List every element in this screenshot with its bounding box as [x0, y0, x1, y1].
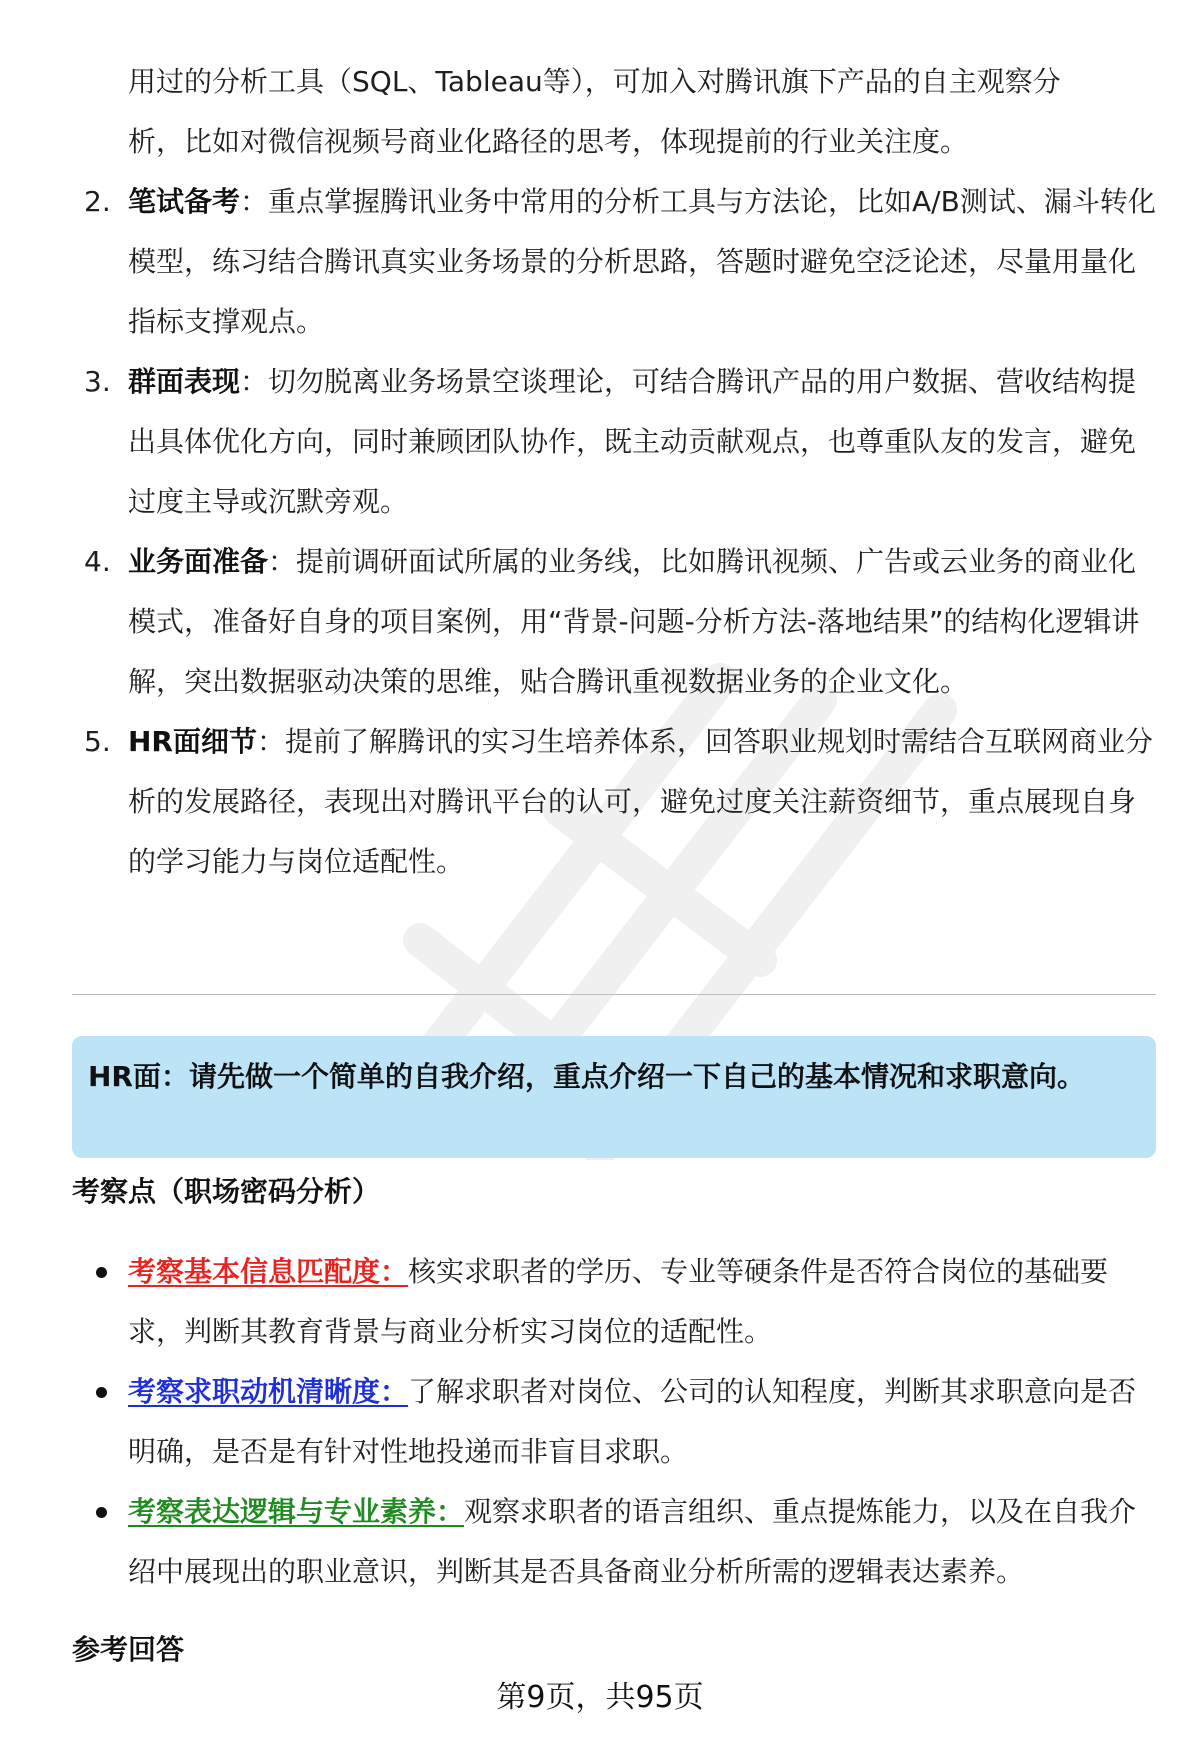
tips-list — [72, 172, 1162, 892]
analysis-item — [72, 1362, 1162, 1482]
question-box — [72, 1036, 1156, 1158]
question-text: HR面：请先做一个简单的自我介绍，重点介绍一下自己的基本情况和求职意向。 — [88, 1060, 1085, 1093]
continuation-paragraph — [128, 52, 1158, 172]
item-number: 3. — [84, 365, 111, 398]
tips-list-item — [72, 352, 1162, 532]
item-text: ：提前了解腾讯的实习生培养体系，回答职业规划时需结合互联网商业分析的发展路径，表现出对腾讯平台的认可，避免过度关注薪资细节，重点展现自身的学习能力与岗位适配性。 — [128, 725, 1154, 878]
analysis-item — [72, 1242, 1162, 1362]
analysis-text: 了解求职者对岗位、公司的认知程度，判断其求职意向是否明确，是否是有针对性地投递而非盲目求职。 — [128, 1375, 1137, 1468]
answer-title: 参考回答 — [72, 1633, 185, 1666]
item-text: ：提前调研面试所属的业务线，比如腾讯视频、广告或云业务的商业化模式，准备好自身的项目案例，用“背景-问题-分析方法-落地结果”的结构化逻辑讲解，突出数据驱动决策的思维，贴合腾讯重视数据业务的企业文化。 — [128, 545, 1140, 698]
analysis-text: 观察求职者的语言组织、重点提炼能力，以及在自我介绍中展现出的职业意识，判断其是否具备商业分析所需的逻辑表达素养。 — [128, 1495, 1137, 1588]
analysis-key: 考察求职动机清晰度： — [128, 1375, 409, 1408]
item-title: 笔试备考 — [128, 185, 241, 218]
item-number: 5. — [84, 725, 111, 758]
analysis-item — [72, 1482, 1162, 1602]
item-text: ：重点掌握腾讯业务中常用的分析工具与方法论，比如A/B测试、漏斗转化模型，练习结合腾讯真实业务场景的分析思路，答题时避免空泛论述，尽量用量化指标支撑观点。 — [128, 185, 1156, 338]
item-title: 业务面准备 — [128, 545, 269, 578]
bullet-icon — [96, 1507, 107, 1518]
continuation-line-2: 析，比如对微信视频号商业化路径的思考，体现提前的行业关注度。 — [128, 125, 969, 158]
analysis-list — [72, 1242, 1162, 1602]
item-text: ：切勿脱离业务场景空谈理论，可结合腾讯产品的用户数据、营收结构提出具体优化方向，同时兼顾团队协作，既主动贡献观点，也尊重队友的发言，避免过度主导或沉默旁观。 — [128, 365, 1137, 518]
page-footer: 第9页，共95页 — [496, 1680, 704, 1715]
tips-list-item — [72, 712, 1162, 892]
continuation-line-1: 用过的分析工具（SQL、Tableau等），可加入对腾讯旗下产品的自主观察分 — [128, 65, 1061, 98]
section-divider — [72, 994, 1156, 995]
analysis-title: 考察点（职场密码分析） — [72, 1175, 381, 1208]
item-number: 2. — [84, 185, 111, 218]
item-title: HR面细节 — [128, 725, 257, 758]
tips-list-item — [72, 172, 1162, 352]
tips-list-item — [72, 532, 1162, 712]
item-title: 群面表现 — [128, 365, 241, 398]
item-number: 4. — [84, 545, 111, 578]
bullet-icon — [96, 1387, 107, 1398]
bullet-icon — [96, 1267, 107, 1278]
analysis-key: 考察基本信息匹配度： — [128, 1255, 409, 1288]
analysis-key: 考察表达逻辑与专业素养： — [128, 1495, 465, 1528]
analysis-text: 核实求职者的学历、专业等硬条件是否符合岗位的基础要求，判断其教育背景与商业分析实习岗位的适配性。 — [128, 1255, 1109, 1348]
